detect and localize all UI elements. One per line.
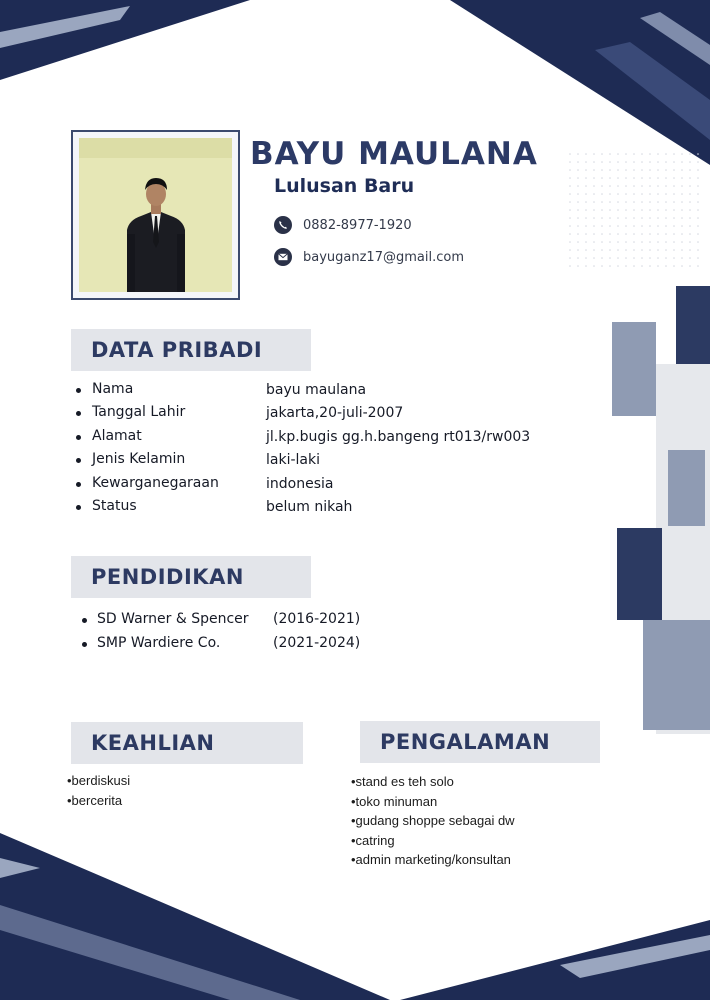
profile-photo-frame [71,130,240,300]
bullet [76,458,81,463]
school-name: SMP Wardiere Co. [97,635,221,651]
field-label: Kewarganegaraan [92,474,219,491]
person-name: BAYU MAULANA [250,136,538,172]
section-heading-keahlian: KEAHLIAN [71,722,303,764]
field-label: Status [92,497,137,514]
email-address: bayuganz17@gmail.com [303,249,464,265]
personal-data-row [76,428,556,451]
list-item: •catring [351,832,395,848]
bullet [82,642,87,647]
personal-data-row [76,475,556,498]
skills-list [67,773,130,812]
education-item [82,610,412,634]
personal-data-list [76,381,556,521]
school-years: (2016-2021) [273,611,361,627]
phone-icon [274,216,292,234]
field-value: indonesia [266,475,334,492]
field-label: Tanggal Lahir [92,404,186,421]
email-contact[interactable] [274,248,464,266]
profile-photo [79,138,232,292]
field-value: bayu maulana [266,382,367,398]
education-item [82,634,412,658]
person-subtitle: Lulusan Baru [274,175,415,197]
list-item: •gudang shoppe sebagai dw [351,813,515,828]
bullet [82,618,87,623]
section-heading-data-pribadi: DATA PRIBADI [71,329,311,371]
field-value: jl.kp.bugis gg.h.bangeng rt013/rw003 [266,428,531,445]
envelope-icon [274,248,292,266]
section-heading-pendidikan: PENDIDIKAN [71,556,311,598]
bullet [76,435,81,440]
section-heading-pengalaman: PENGALAMAN [360,721,600,763]
personal-data-row [76,404,556,427]
education-list [82,610,412,658]
experience-list [351,774,515,872]
bullet [76,411,81,416]
phone-contact[interactable] [274,216,412,234]
field-value: belum nikah [266,498,353,515]
list-item: •toko minuman [351,793,438,809]
list-item: •bercerita [67,792,123,808]
personal-data-row [76,451,556,474]
field-label: Nama [92,381,134,397]
field-label: Jenis Kelamin [92,451,186,468]
list-item: •berdiskusi [67,773,131,788]
list-item: •admin marketing/konsultan [351,852,511,867]
bullet [76,388,81,393]
school-years: (2021-2024) [273,635,361,651]
field-value: jakarta,20-juli-2007 [266,405,404,422]
field-label: Alamat [92,427,142,444]
field-value: laki-laki [266,452,320,469]
school-name: SD Warner & Spencer [97,611,249,627]
bullet [76,482,81,487]
list-item: •stand es teh solo [351,774,454,789]
personal-data-row [76,498,556,521]
personal-data-row [76,381,556,404]
phone-number: 0882-8977-1920 [303,217,412,233]
bullet [76,505,81,510]
